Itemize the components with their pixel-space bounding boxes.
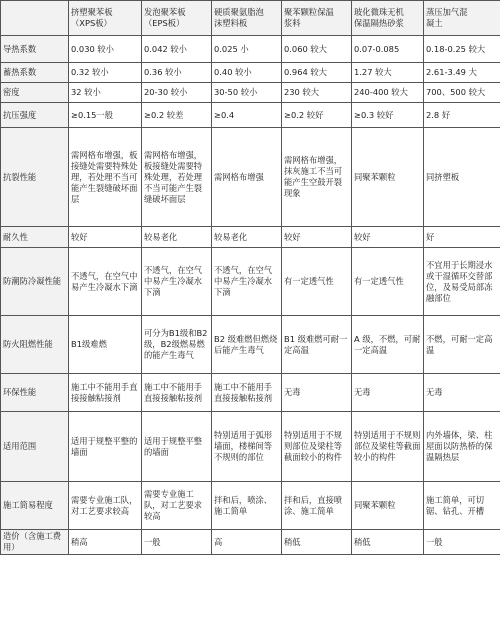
table-cell: 230 较大 bbox=[282, 83, 352, 103]
table-cell: 施工中不能用手直接接触粘接剂 bbox=[69, 374, 142, 412]
table-row bbox=[1, 63, 500, 83]
table-cell: 不燃，可耐一定高温 bbox=[424, 316, 500, 374]
table-cell: 240-400 较大 bbox=[352, 83, 424, 103]
table-cell: 0.025 小 bbox=[212, 36, 282, 63]
table-cell: 0.18-0.25 较大 bbox=[424, 36, 500, 63]
table-cell: 施工中不能用手直接接触粘接剂 bbox=[142, 374, 212, 412]
row-label: 造价（含施工费用） bbox=[1, 530, 69, 555]
table-cell: 稍低 bbox=[282, 530, 352, 555]
row-label: 施工简易程度 bbox=[1, 482, 69, 530]
table-cell: 稍低 bbox=[352, 530, 424, 555]
table-cell: 700、500 较大 bbox=[424, 83, 500, 103]
table-cell: 2.61-3.49 大 bbox=[424, 63, 500, 83]
table-cell: 较好 bbox=[352, 227, 424, 248]
table-cell: 需网格布增强，抹灰施工不当可能产生空鼓开裂现象 bbox=[282, 128, 352, 227]
table-cell: 高 bbox=[212, 530, 282, 555]
table-row bbox=[1, 36, 500, 63]
header-xps: 挤塑聚苯板 （XPS板） bbox=[69, 1, 142, 36]
table-cell: 内外墙体，梁、柱屋面以防热桥的保温隔热层 bbox=[424, 412, 500, 482]
table-cell: 特别适用于不规则部位及梁柱等截面较小的构件 bbox=[352, 412, 424, 482]
table-cell: 较易老化 bbox=[142, 227, 212, 248]
table-cell: 需要专业施工队，对工艺要求较高 bbox=[142, 482, 212, 530]
table-cell: 1.27 较大 bbox=[352, 63, 424, 83]
row-label: 耐久性 bbox=[1, 227, 69, 248]
table-cell: 无毒 bbox=[282, 374, 352, 412]
table-cell: 需网格布增强，板接缝处需要特殊处理，若处理不当可能产生裂缝破坏面层 bbox=[69, 128, 142, 227]
table-cell: 0.030 较小 bbox=[69, 36, 142, 63]
table-row bbox=[1, 227, 500, 248]
header-corner bbox=[1, 1, 69, 36]
table-cell: 同聚苯颗粒 bbox=[352, 128, 424, 227]
table-cell: ≥0.3 较好 bbox=[352, 103, 424, 128]
table-cell: 20-30 较小 bbox=[142, 83, 212, 103]
row-label: 防火阻燃性能 bbox=[1, 316, 69, 374]
table-cell: 施工简单，可切锯、钻孔、开槽 bbox=[424, 482, 500, 530]
table-cell: B2 级难燃但燃烧后能产生毒气 bbox=[212, 316, 282, 374]
table-cell: 施工中不能用手直接接触粘接剂 bbox=[212, 374, 282, 412]
table-cell: 0.36 较小 bbox=[142, 63, 212, 83]
table-cell: 适用于规整平整的墙面 bbox=[142, 412, 212, 482]
table-cell: 一般 bbox=[142, 530, 212, 555]
header-row bbox=[1, 1, 500, 36]
table-row bbox=[1, 530, 500, 555]
table-cell: B1 级难燃可耐一定高温 bbox=[282, 316, 352, 374]
header-aerated-concrete: 蒸压加气混 凝土 bbox=[424, 1, 500, 36]
table-row bbox=[1, 412, 500, 482]
table-cell: ≥0.4 bbox=[212, 103, 282, 128]
header-glazed-bead-mortar: 玻化微珠无机 保温隔热砂浆 bbox=[352, 1, 424, 36]
table-cell: 可分为B1级和B2级，B2级燃易燃的能产生毒气 bbox=[142, 316, 212, 374]
row-label: 蓄热系数 bbox=[1, 63, 69, 83]
table-cell: 不透气，在空气中易产生冷凝水下滴 bbox=[212, 248, 282, 316]
table-cell: 需要专业施工队，对工艺要求较高 bbox=[69, 482, 142, 530]
table-cell: 0.32 较小 bbox=[69, 63, 142, 83]
table-cell: 有一定透气性 bbox=[282, 248, 352, 316]
table-cell: 2.8 好 bbox=[424, 103, 500, 128]
table-cell: ≥0.2 较差 bbox=[142, 103, 212, 128]
row-label: 抗裂性能 bbox=[1, 128, 69, 227]
table-cell: 同聚苯颗粒 bbox=[352, 482, 424, 530]
table-cell: 0.060 较大 bbox=[282, 36, 352, 63]
table-cell: 无毒 bbox=[424, 374, 500, 412]
row-label: 防潮防冷凝性能 bbox=[1, 248, 69, 316]
table-cell: 特别适用于不规则部位及梁柱等截面较小的构件 bbox=[282, 412, 352, 482]
row-label: 适用范围 bbox=[1, 412, 69, 482]
table-cell: 0.40 较小 bbox=[212, 63, 282, 83]
table-cell: 无毒 bbox=[352, 374, 424, 412]
table-cell: 特别适用于弧形墙面，楼梯间等不规则的部位 bbox=[212, 412, 282, 482]
table-cell: 不透气，在空气中易产生冷凝水下滴 bbox=[69, 248, 142, 316]
table-cell: 较易老化 bbox=[212, 227, 282, 248]
table-cell: 较好 bbox=[69, 227, 142, 248]
table-cell: 0.964 较大 bbox=[282, 63, 352, 83]
table-cell: 一般 bbox=[424, 530, 500, 555]
table-cell: 32 较小 bbox=[69, 83, 142, 103]
header-eps: 发泡聚苯板 （EPS板） bbox=[142, 1, 212, 36]
table-cell: 拌和后，直接喷涂、施工简单 bbox=[282, 482, 352, 530]
header-polystyrene-granule: 聚苯颗粒保温 浆料 bbox=[282, 1, 352, 36]
header-pu: 硬质聚氨脂泡 沫塑料板 bbox=[212, 1, 282, 36]
row-label: 环保性能 bbox=[1, 374, 69, 412]
table-cell: A 级，不燃，可耐一定高温 bbox=[352, 316, 424, 374]
table-cell: 0.042 较小 bbox=[142, 36, 212, 63]
table-cell: 好 bbox=[424, 227, 500, 248]
table-cell: 有一定透气性 bbox=[352, 248, 424, 316]
table-cell: 需网格布增强 bbox=[212, 128, 282, 227]
table-cell: 不宜用于长期浸水或干湿循环交替部位，及易受局部冻融部位 bbox=[424, 248, 500, 316]
table-row bbox=[1, 248, 500, 316]
table-cell: 同挤塑板 bbox=[424, 128, 500, 227]
table-cell: 0.07-0.085 bbox=[352, 36, 424, 63]
table-row bbox=[1, 83, 500, 103]
table-cell: ≥0.15一般 bbox=[69, 103, 142, 128]
table-row bbox=[1, 482, 500, 530]
table-cell: ≥0.2 较好 bbox=[282, 103, 352, 128]
row-label: 密度 bbox=[1, 83, 69, 103]
table-row bbox=[1, 103, 500, 128]
table-cell: 稍高 bbox=[69, 530, 142, 555]
table-cell: 30-50 较小 bbox=[212, 83, 282, 103]
table-cell: B1级难燃 bbox=[69, 316, 142, 374]
table-cell: 较好 bbox=[282, 227, 352, 248]
row-label: 抗压强度 bbox=[1, 103, 69, 128]
table-cell: 拌和后，喷涂、施工简单 bbox=[212, 482, 282, 530]
row-label: 导热系数 bbox=[1, 36, 69, 63]
table-row bbox=[1, 128, 500, 227]
table-row bbox=[1, 316, 500, 374]
table-cell: 适用于规整平整的墙面 bbox=[69, 412, 142, 482]
table-cell: 不透气，在空气中易产生冷凝水下滴 bbox=[142, 248, 212, 316]
table-row bbox=[1, 374, 500, 412]
table-cell: 需网格布增强，板接缝处需要特殊处理，若处理不当可能产生裂缝破坏面层 bbox=[142, 128, 212, 227]
